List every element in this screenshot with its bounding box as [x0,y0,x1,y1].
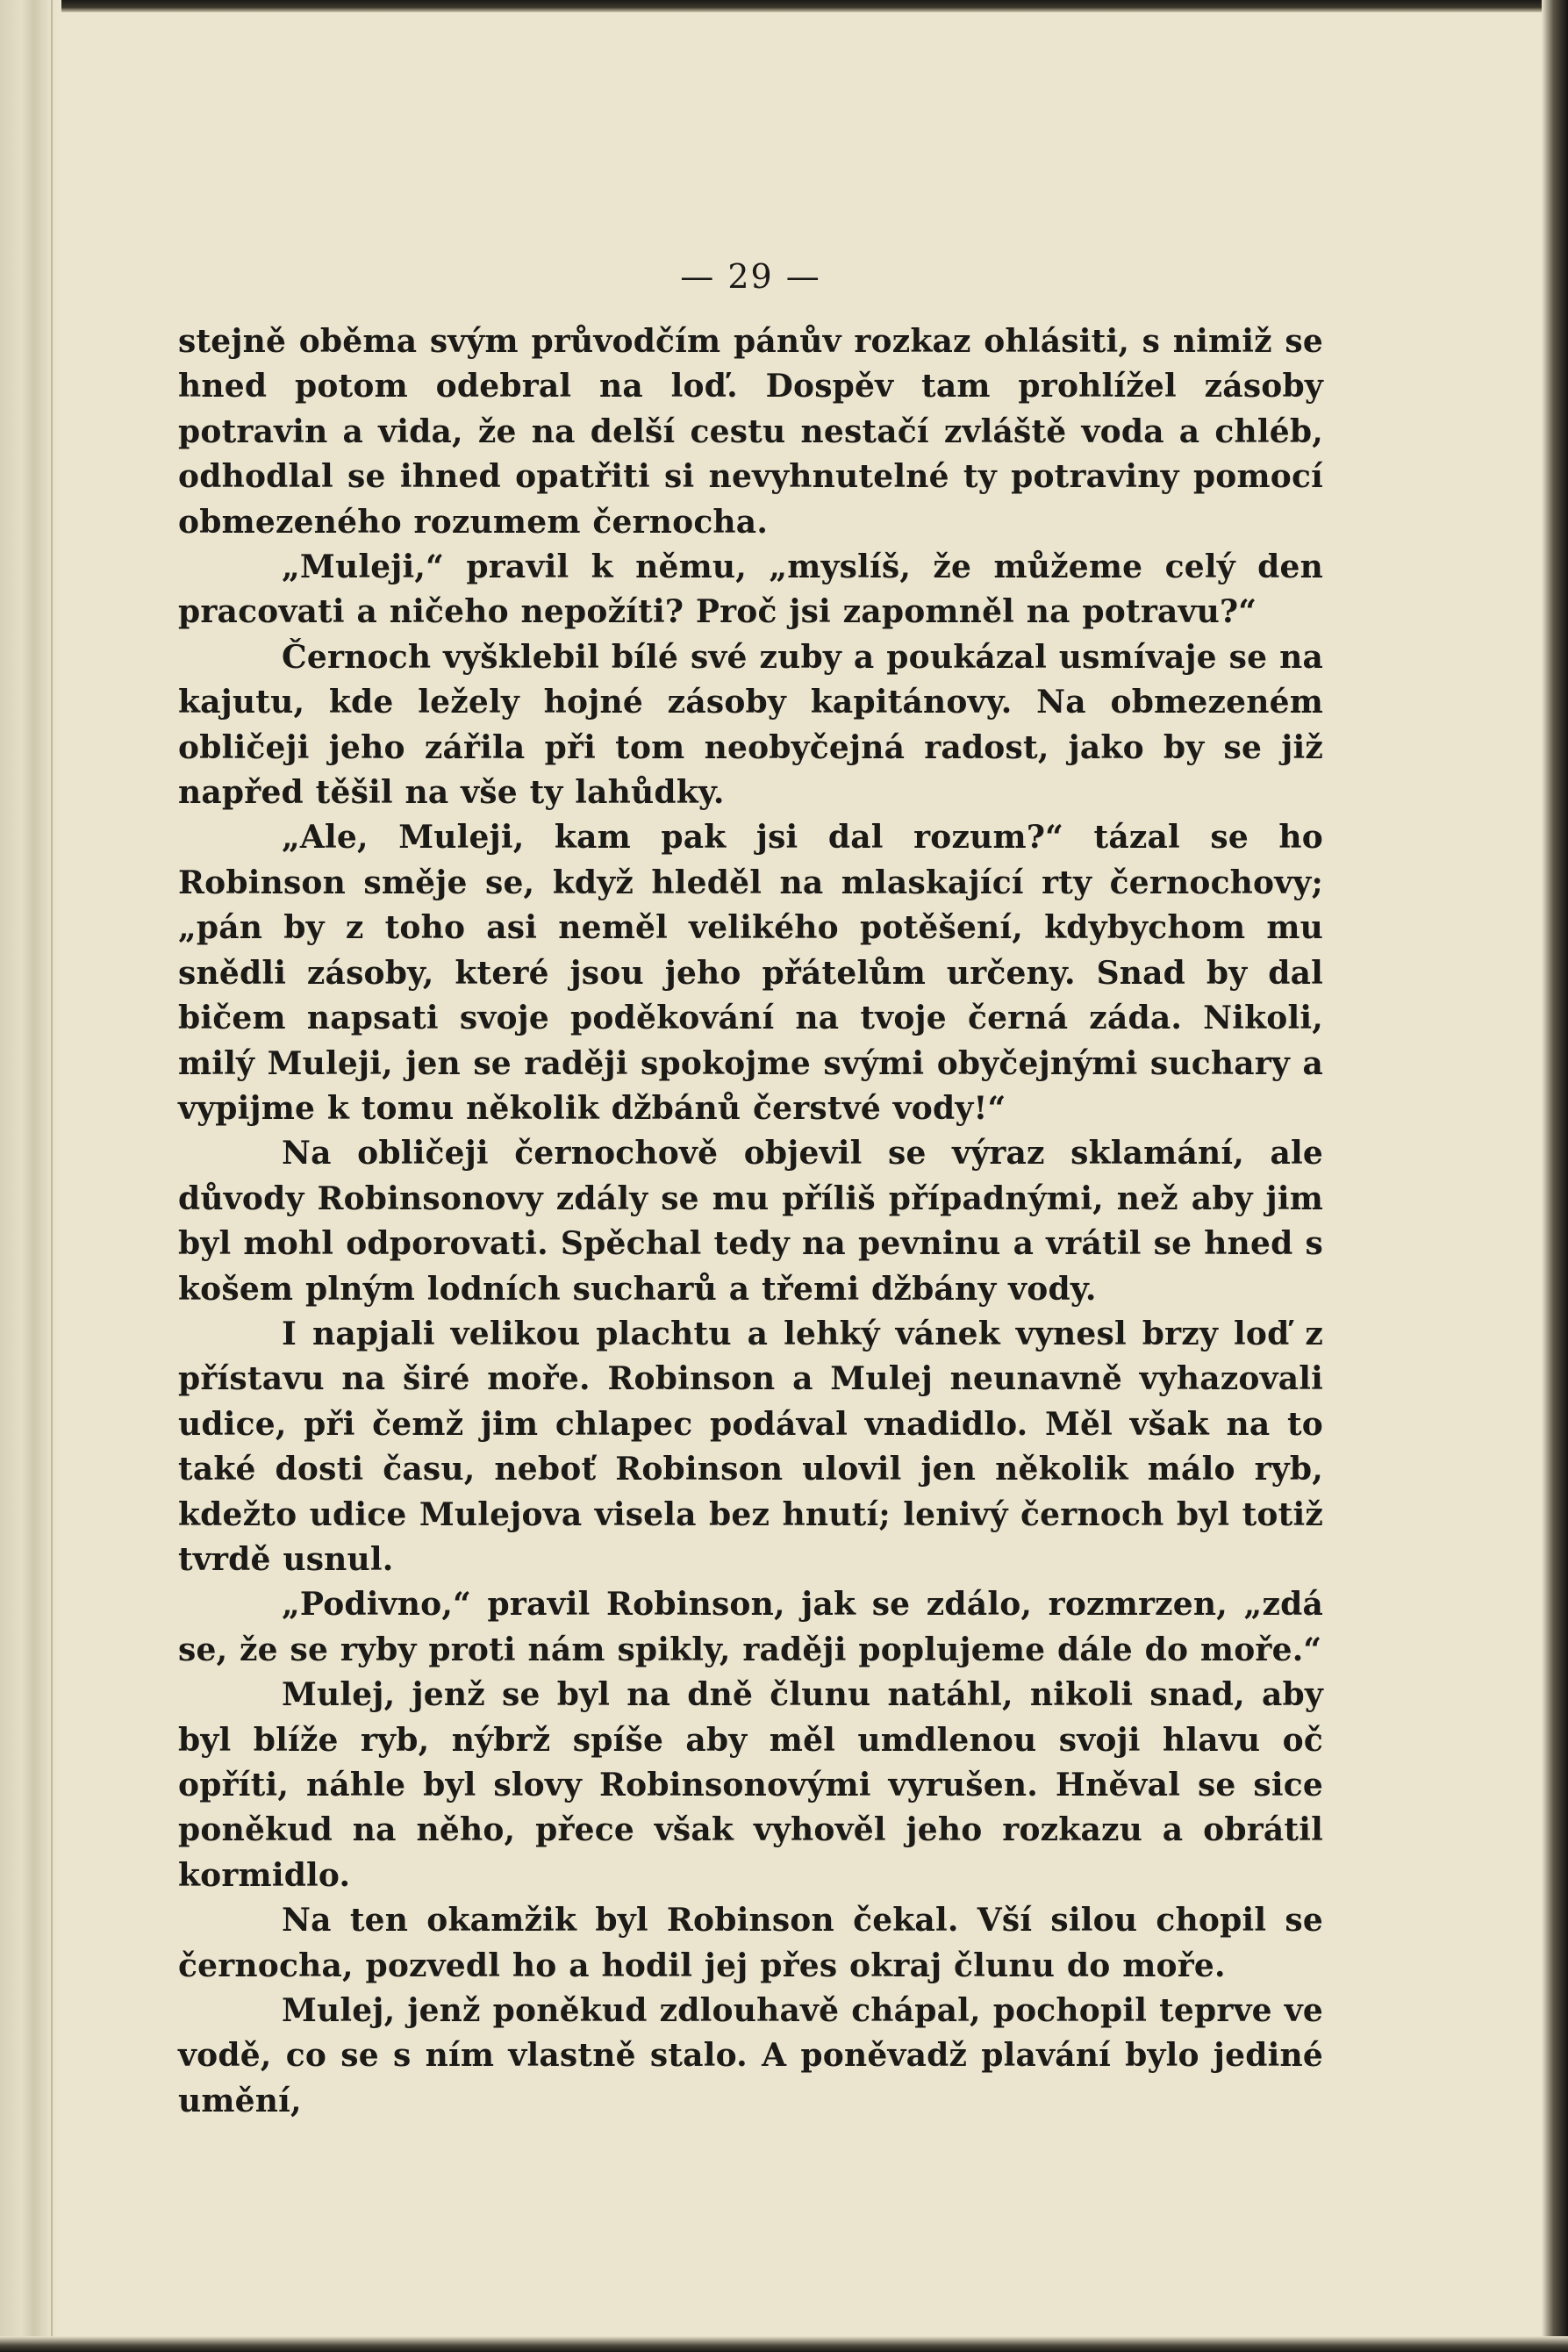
paragraph: Na ten okamžik byl Robinson čekal. Vší silou chopil se černocha, pozvedl ho a hodil jej přes okraj člunu do moře. [178,1902,1323,1984]
paragraph: Mulej, jenž se byl na dně člunu natáhl, nikoli snad, aby byl blíže ryb, nýbrž spíše aby měl umdlenou svoji hlavu oč opříti, náhle byl slovy Robinsonovými vyrušen. Hněval se sice poněkud na něho, přece však vyhověl jeho rozkazu a obrátil kormidlo. [178,1676,1323,1894]
gutter-fold-line [51,0,53,2352]
scan-right-edge [1542,0,1568,2352]
paragraph: Černoch vyšklebil bílé své zuby a poukázal usmívaje se na kajutu, kde ležely hojné zásoby kapitánovy. Na obmezeném obličeji jeho zářila při tom neobyčejná radost, jako by se již napřed těšil na vše ty lahůdky. [178,638,1323,812]
paragraph: Mulej, jenž poněkud zdlouhavě chápal, pochopil teprve ve vodě, co se s ním vlastně stalo. A poněvadž plavání bylo jediné umění, [178,1992,1323,2119]
paragraph: „Podivno,“ pravil Robinson, jak se zdálo, rozmrzen, „zdá se, že se ryby proti nám spikly, raději poplujeme dále do moře.“ [178,1586,1323,1668]
page-number: — 29 — [680,257,821,296]
page-text-block [178,255,1323,2124]
paragraph: „Muleji,“ pravil k němu, „myslíš, že můžeme celý den pracovati a ničeho nepožíti? Proč jsi zapomněl na potravu?“ [178,549,1323,631]
paragraph: I napjali velikou plachtu a lehký vánek vynesl brzy loď z přístavu na širé moře. Robinson a Mulej neunavně vyhazovali udice, při čemž jim chlapec podával vnadidlo. Měl však na to také dosti času, neboť Robinson ulovil jen několik málo ryb, kdežto udice Mulejova visela bez hnutí; lenivý černoch byl totiž tvrdě usnul. [178,1315,1323,1578]
paragraph-continuation: stejně oběma svým průvodčím pánův rozkaz ohlásiti, s nimiž se hned potom odebral na loď. Dospěv tam prohlížel zásoby potravin a vida, že na delší cestu nestačí zvláště voda a chléb, odhodlal se ihned opatřiti si nevyhnutelné ty potraviny pomocí obmezeného rozumem černocha. [178,323,1323,541]
scan-top-edge [0,0,1568,12]
paragraph: Na obličeji černochově objevil se výraz sklamání, ale důvody Robinsonovy zdály se mu příliš případnými, než aby jim byl mohl odporovati. Spěchal tedy na pevninu a vrátil se hned s košem plným lodních sucharů a třemi džbány vody. [178,1135,1323,1308]
paragraph: „Ale, Muleji, kam pak jsi dal rozum?“ tázal se ho Robinson směje se, když hleděl na mlaskající rty černochovy; „pán by z toho asi neměl velikého potěšení, kdybychom mu snědli zásoby, které jsou jeho přátelům určeny. Snad by dal bičem napsati svoje poděkování na tvoje černá záda. Nikoli, milý Muleji, jen se raději spokojme svými obyčejnými suchary a vypijme k tomu několik džbánů čerstvé vody!“ [178,819,1323,1127]
scan-bottom-edge [0,2336,1568,2352]
